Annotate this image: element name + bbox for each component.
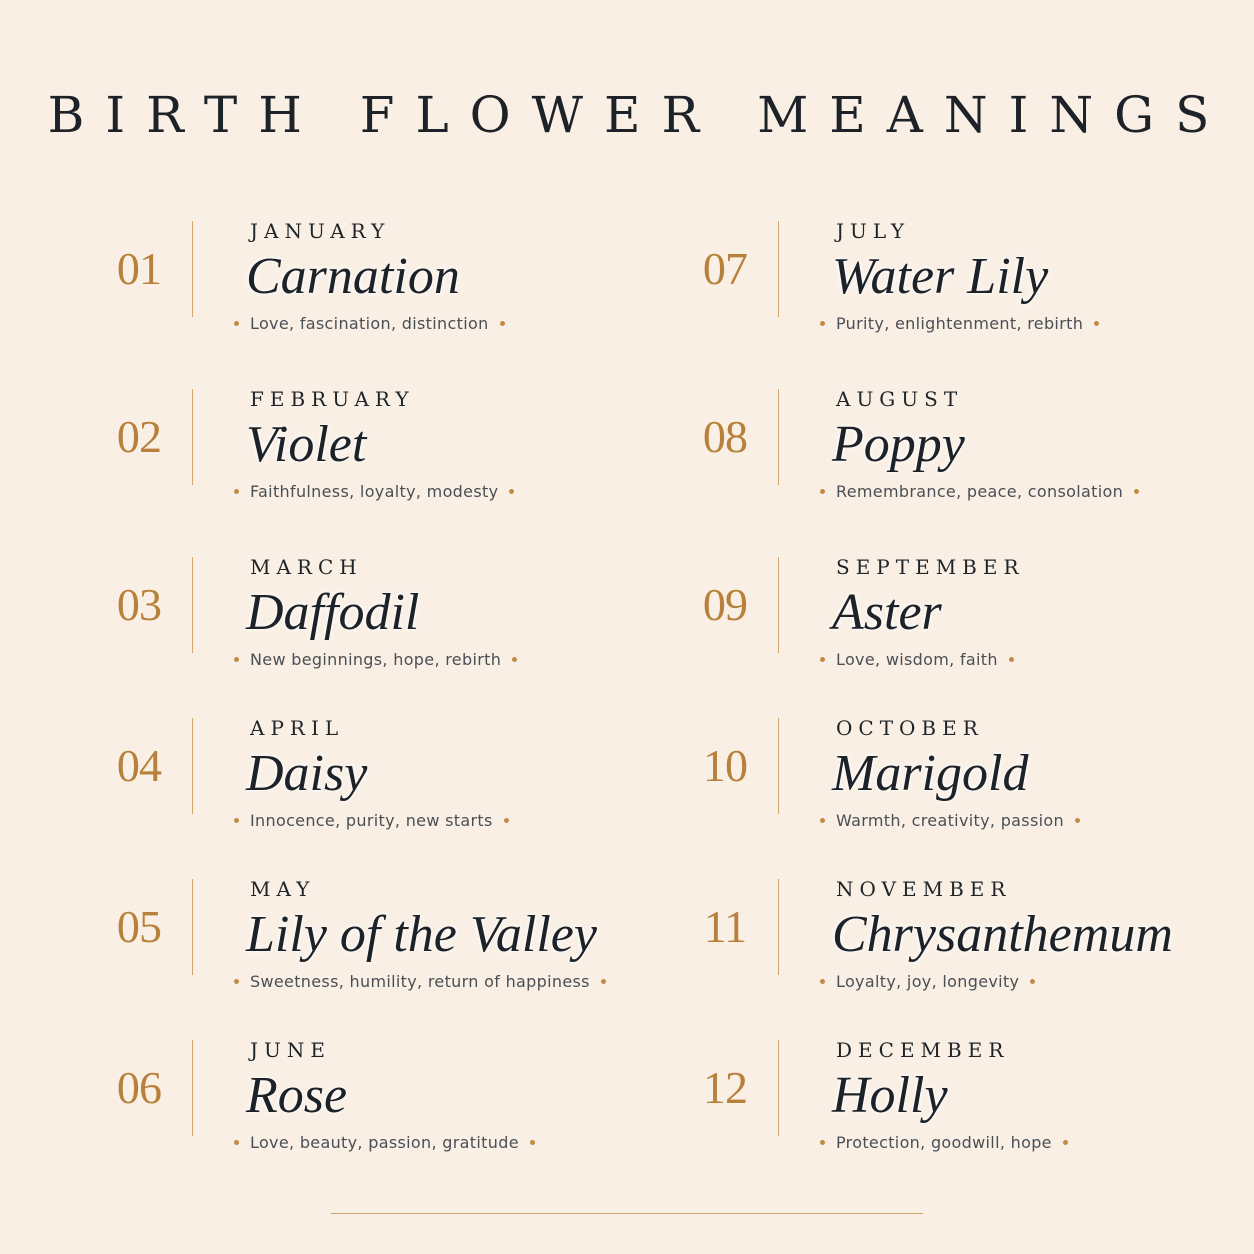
meaning-text: Purity, enlightenment, rebirth	[836, 314, 1084, 333]
month-number: 07	[702, 243, 748, 294]
meaning-text: Loyalty, joy, longevity	[836, 972, 1020, 991]
meaning-text: Love, wisdom, faith	[836, 650, 998, 669]
vertical-divider	[778, 221, 779, 317]
flower-name: Chrysanthemum	[832, 906, 1173, 963]
flower-meaning	[820, 649, 1014, 671]
month-number: 11	[703, 901, 747, 952]
month-entry-april	[100, 718, 660, 868]
flower-meaning	[820, 313, 1099, 335]
vertical-divider	[778, 718, 779, 814]
bullet-dot-icon	[1009, 657, 1014, 662]
bullet-dot-icon	[512, 657, 517, 662]
vertical-divider	[192, 1040, 193, 1136]
bullet-dot-icon	[820, 1140, 825, 1145]
month-entry-november	[686, 879, 1246, 1029]
meaning-text: Warmth, creativity, passion	[836, 811, 1064, 830]
flower-name: Violet	[246, 416, 367, 473]
vertical-divider	[778, 389, 779, 485]
bottom-divider	[331, 1213, 923, 1214]
flower-meaning	[234, 649, 517, 671]
month-number: 06	[116, 1062, 162, 1113]
bullet-dot-icon	[509, 489, 514, 494]
flower-meaning	[234, 313, 505, 335]
vertical-divider	[192, 879, 193, 975]
flower-name: Rose	[246, 1067, 348, 1124]
month-label: MARCH	[250, 555, 363, 579]
month-entry-september	[686, 557, 1246, 707]
flower-meaning	[234, 481, 514, 503]
month-label: JANUARY	[250, 219, 391, 243]
meaning-text: Remembrance, peace, consolation	[836, 482, 1124, 501]
bullet-dot-icon	[820, 321, 825, 326]
meaning-text: Love, beauty, passion, gratitude	[250, 1133, 519, 1152]
month-entry-august	[686, 389, 1246, 539]
meaning-text: Protection, goodwill, hope	[836, 1133, 1052, 1152]
month-number: 12	[702, 1062, 748, 1113]
bullet-dot-icon	[820, 818, 825, 823]
bullet-dot-icon	[1030, 979, 1035, 984]
month-label: AUGUST	[836, 387, 964, 411]
bullet-dot-icon	[820, 489, 825, 494]
flower-name: Carnation	[246, 248, 460, 305]
month-entry-december	[686, 1040, 1246, 1190]
vertical-divider	[778, 557, 779, 653]
meaning-text: New beginnings, hope, rebirth	[250, 650, 502, 669]
meaning-text: Love, fascination, distinction	[250, 314, 489, 333]
bullet-dot-icon	[234, 321, 239, 326]
bullet-dot-icon	[820, 657, 825, 662]
bullet-dot-icon	[234, 657, 239, 662]
month-label: SEPTEMBER	[836, 555, 1025, 579]
bullet-dot-icon	[1075, 818, 1080, 823]
vertical-divider	[192, 389, 193, 485]
month-number: 10	[702, 740, 748, 791]
month-entry-february	[100, 389, 660, 539]
month-label: JULY	[836, 219, 911, 243]
month-number: 03	[116, 579, 162, 630]
bullet-dot-icon	[234, 489, 239, 494]
vertical-divider	[778, 879, 779, 975]
month-entry-january	[100, 221, 660, 371]
bullet-dot-icon	[820, 979, 825, 984]
meaning-text: Innocence, purity, new starts	[250, 811, 493, 830]
meaning-text: Faithfulness, loyalty, modesty	[250, 482, 499, 501]
month-number: 02	[116, 411, 162, 462]
flower-meaning	[820, 971, 1035, 993]
month-label: JUNE	[250, 1038, 331, 1062]
bullet-dot-icon	[1094, 321, 1099, 326]
vertical-divider	[192, 718, 193, 814]
flower-name: Marigold	[832, 745, 1029, 802]
vertical-divider	[778, 1040, 779, 1136]
flower-meaning	[820, 810, 1080, 832]
month-entry-march	[100, 557, 660, 707]
month-label: NOVEMBER	[836, 877, 1012, 901]
month-label: OCTOBER	[836, 716, 984, 740]
vertical-divider	[192, 557, 193, 653]
month-label: APRIL	[250, 716, 345, 740]
page-title: BIRTH FLOWER MEANINGS	[47, 86, 1231, 144]
flower-name: Aster	[832, 584, 942, 641]
month-number: 08	[702, 411, 748, 462]
flower-name: Holly	[832, 1067, 948, 1124]
month-entry-july	[686, 221, 1246, 371]
bullet-dot-icon	[234, 979, 239, 984]
bullet-dot-icon	[1134, 489, 1139, 494]
month-label: FEBRUARY	[250, 387, 415, 411]
flower-name: Lily of the Valley	[246, 906, 597, 963]
month-entry-october	[686, 718, 1246, 868]
vertical-divider	[192, 221, 193, 317]
month-label: DECEMBER	[836, 1038, 1010, 1062]
bullet-dot-icon	[234, 1140, 239, 1145]
flower-name: Water Lily	[832, 248, 1049, 305]
month-number: 09	[702, 579, 748, 630]
flower-name: Poppy	[832, 416, 965, 473]
bullet-dot-icon	[530, 1140, 535, 1145]
month-number: 04	[116, 740, 162, 791]
bullet-dot-icon	[1063, 1140, 1068, 1145]
flower-meaning	[820, 481, 1139, 503]
flower-name: Daisy	[246, 745, 368, 802]
bullet-dot-icon	[601, 979, 606, 984]
flower-name: Daffodil	[246, 584, 420, 641]
meaning-text: Sweetness, humility, return of happiness	[250, 972, 590, 991]
flower-meaning	[234, 810, 509, 832]
flower-meaning	[234, 971, 606, 993]
bullet-dot-icon	[234, 818, 239, 823]
month-number: 01	[116, 243, 162, 294]
month-number: 05	[116, 901, 162, 952]
month-entry-may	[100, 879, 660, 1029]
bullet-dot-icon	[504, 818, 509, 823]
month-entry-june	[100, 1040, 660, 1190]
bullet-dot-icon	[500, 321, 505, 326]
month-label: MAY	[250, 877, 316, 901]
flower-meaning	[820, 1132, 1068, 1154]
flower-meaning	[234, 1132, 535, 1154]
